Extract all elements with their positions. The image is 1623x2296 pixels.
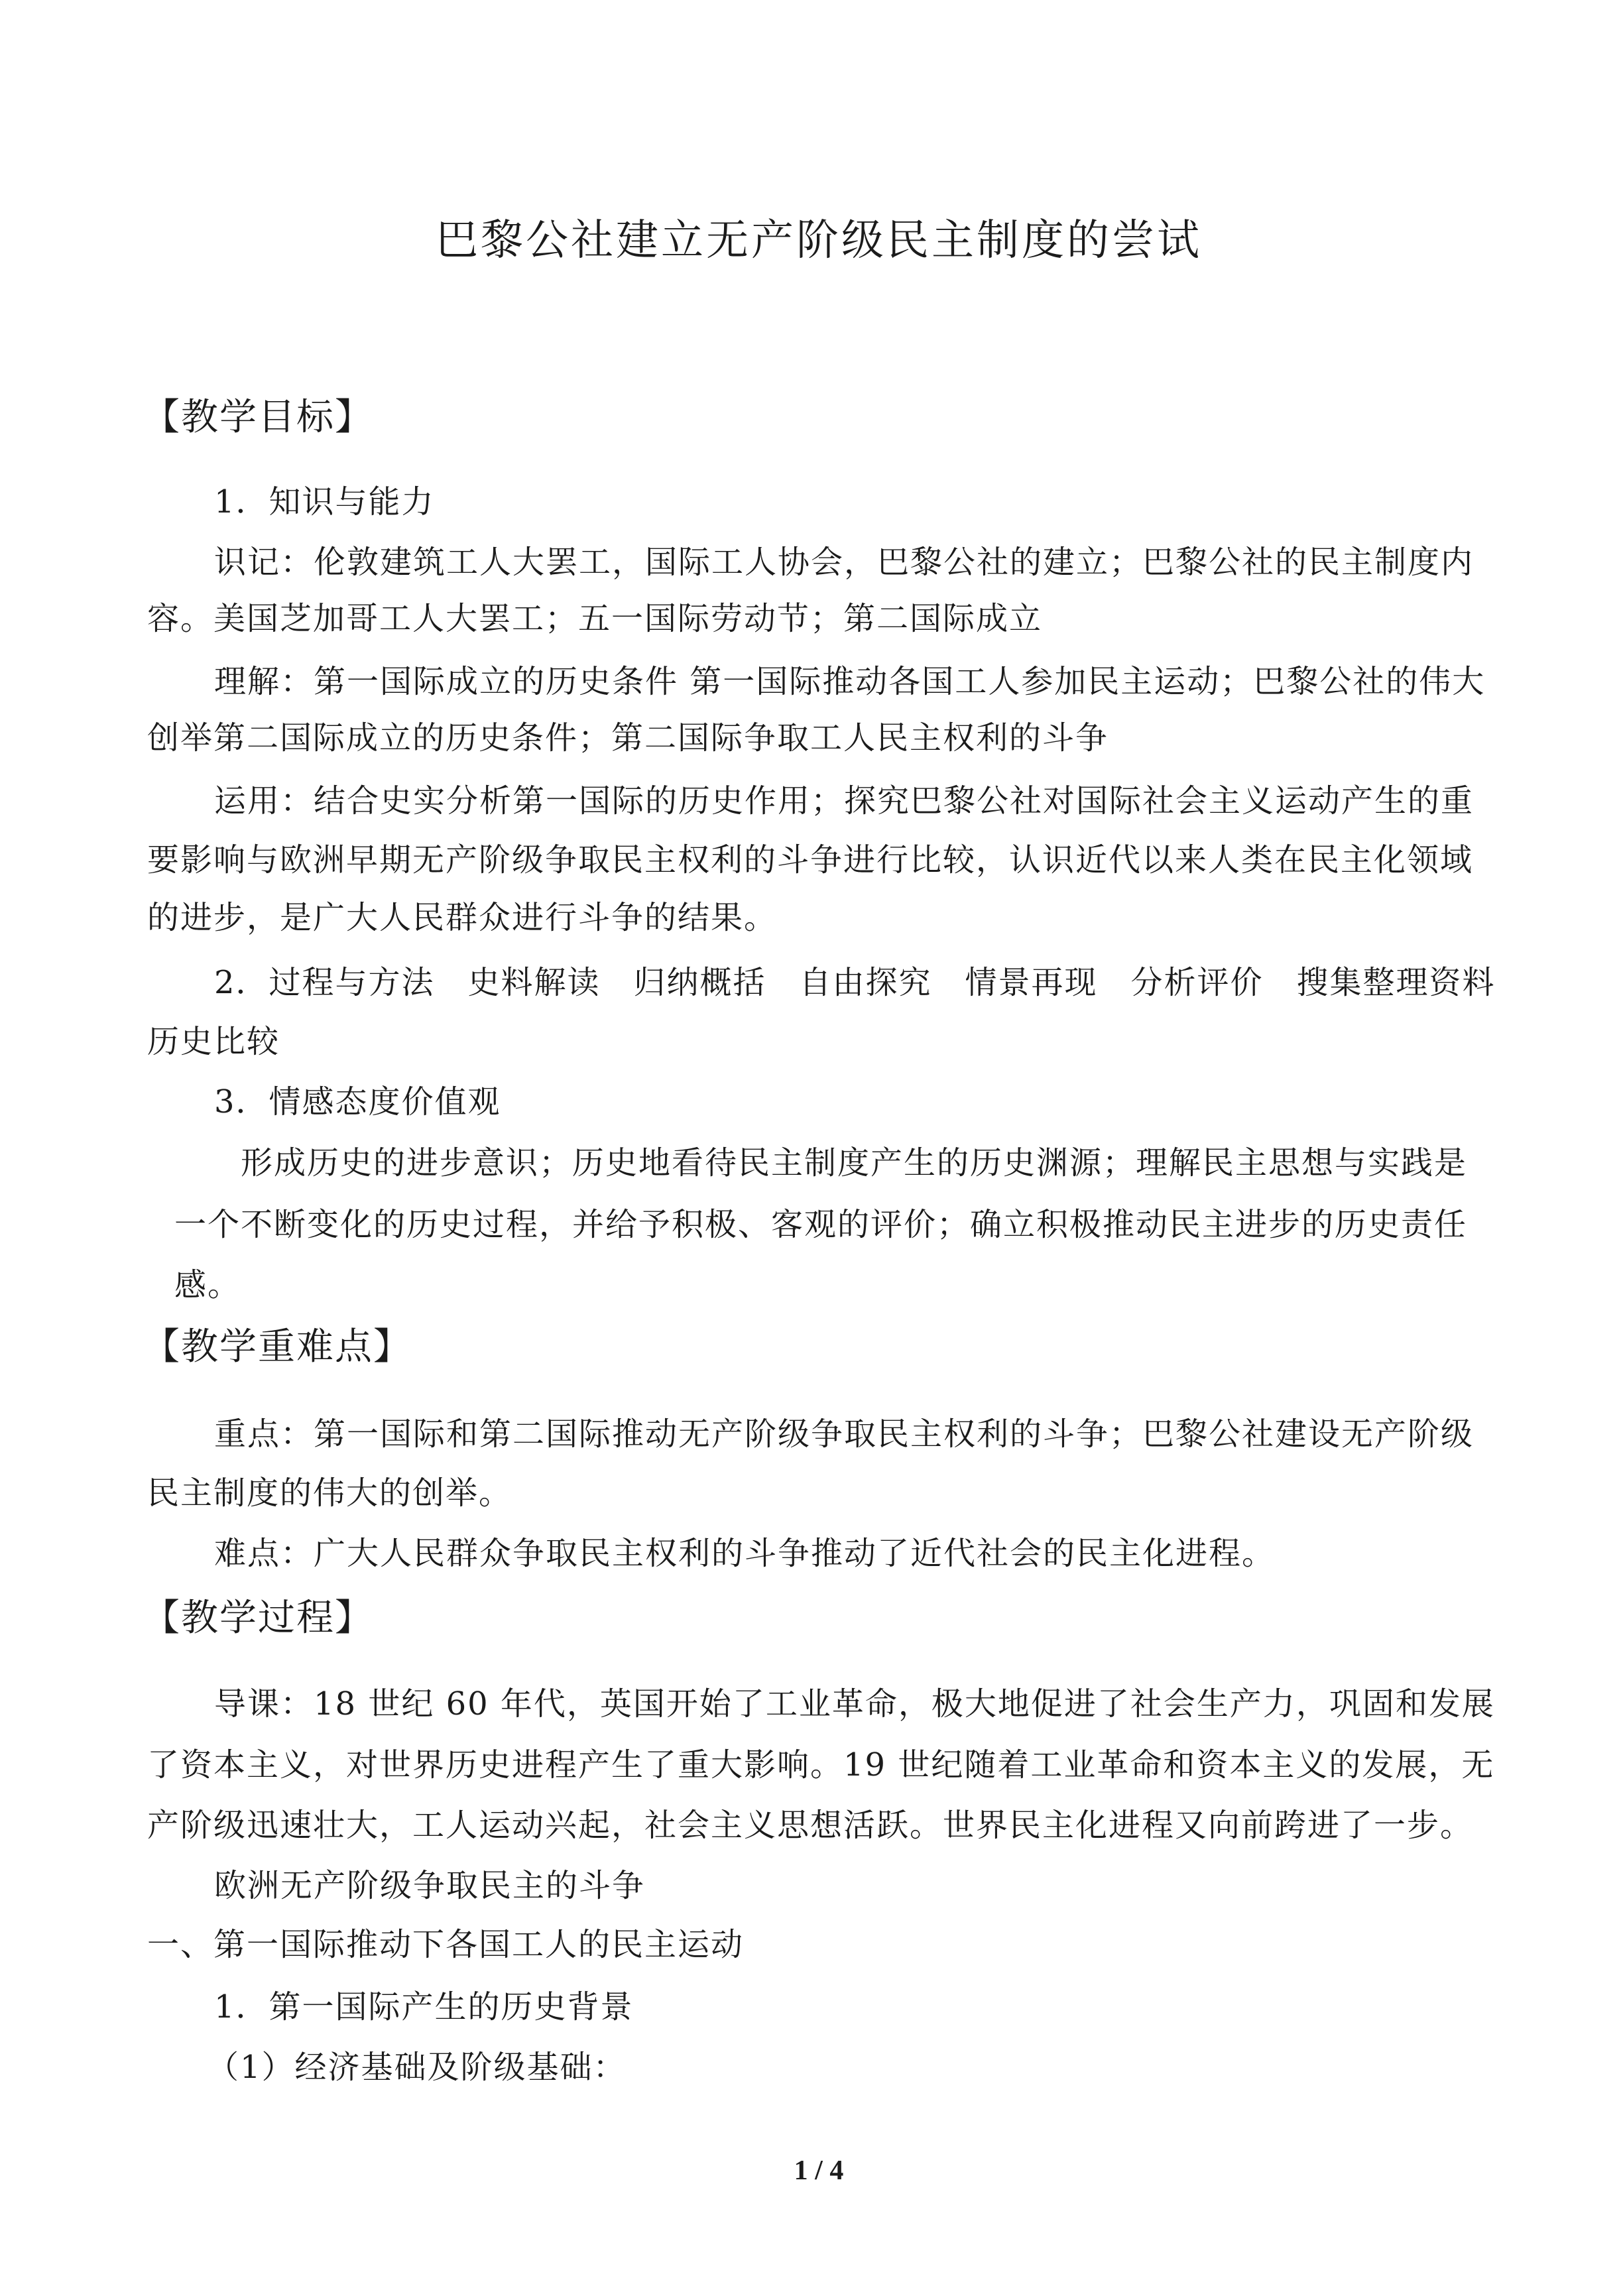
process-line: 导课：18 世纪 60 年代，英国开始了工业革命，极大地促进了社会生产力，巩固和发展 [214,1685,1495,1722]
key-points-line: 难点：广大人民群众争取民主权利的斗争推动了近代社会的民主化进程。 [214,1535,1276,1572]
document-title: 巴黎公社建立无产阶级民主制度的尝试 [436,216,1202,265]
objectives-line: 形成历史的进步意识；历史地看待民主制度产生的历史渊源；理解民主思想与实践是 [241,1144,1468,1181]
process-section-title: 一、第一国际推动下各国工人的民主运动 [147,1926,745,1963]
objectives-line: 一个不断变化的历史过程，并给予积极、客观的评价；确立积极推动民主进步的历史责任 [174,1206,1468,1243]
key-points-line: 重点：第一国际和第二国际推动无产阶级争取民主权利的斗争；巴黎公社建设无产阶级 [214,1416,1474,1453]
process-item-title: 1．第一国际产生的历史背景 [214,1988,634,2025]
objectives-line: 2．过程与方法 史料解读 归纳概括 自由探究 情景再现 分析评价 搜集整理资料 [214,964,1496,1001]
process-subheading: 欧洲无产阶级争取民主的斗争 [214,1867,646,1904]
process-line: 产阶级迅速壮大，工人运动兴起，社会主义思想活跃。世界民主化进程又向前跨进了一步。 [147,1807,1474,1844]
section-heading-objectives: 【教学目标】 [143,396,373,439]
objectives-line: 3．情感态度价值观 [214,1083,501,1120]
objectives-line: 容。美国芝加哥工人大罢工；五一国际劳动节；第二国际成立 [147,600,1043,637]
objectives-line: 要影响与欧洲早期无产阶级争取民主权利的斗争进行比较，认识近代以来人类在民主化领域 [147,841,1474,878]
objectives-line: 理解：第一国际成立的历史条件 第一国际推动各国工人参加民主运动；巴黎公社的伟大 [214,663,1486,700]
objectives-line: 的进步，是广大人民群众进行斗争的结果。 [147,899,778,936]
section-heading-process: 【教学过程】 [143,1597,373,1640]
objectives-line: 感。 [174,1266,241,1303]
key-points-line: 民主制度的伟大的创举。 [147,1475,512,1512]
page-number: 1 / 4 [794,2155,844,2186]
objectives-line: 运用：结合史实分析第一国际的历史作用；探究巴黎公社对国际社会主义运动产生的重 [214,782,1474,819]
section-heading-key-points: 【教学重难点】 [143,1325,412,1368]
objectives-line: 1．知识与能力 [214,483,435,520]
process-sub-item: （1）经济基础及阶级基础： [207,2049,627,2086]
process-line: 了资本主义，对世界历史进程产生了重大影响。19 世纪随着工业革命和资本主义的发展，无 [147,1746,1495,1783]
objectives-line: 创举第二国际成立的历史条件；第二国际争取工人民主权利的斗争 [147,719,1109,756]
objectives-line: 历史比较 [147,1023,280,1060]
objectives-line: 识记：伦敦建筑工人大罢工，国际工人协会，巴黎公社的建立；巴黎公社的民主制度内 [214,544,1474,581]
